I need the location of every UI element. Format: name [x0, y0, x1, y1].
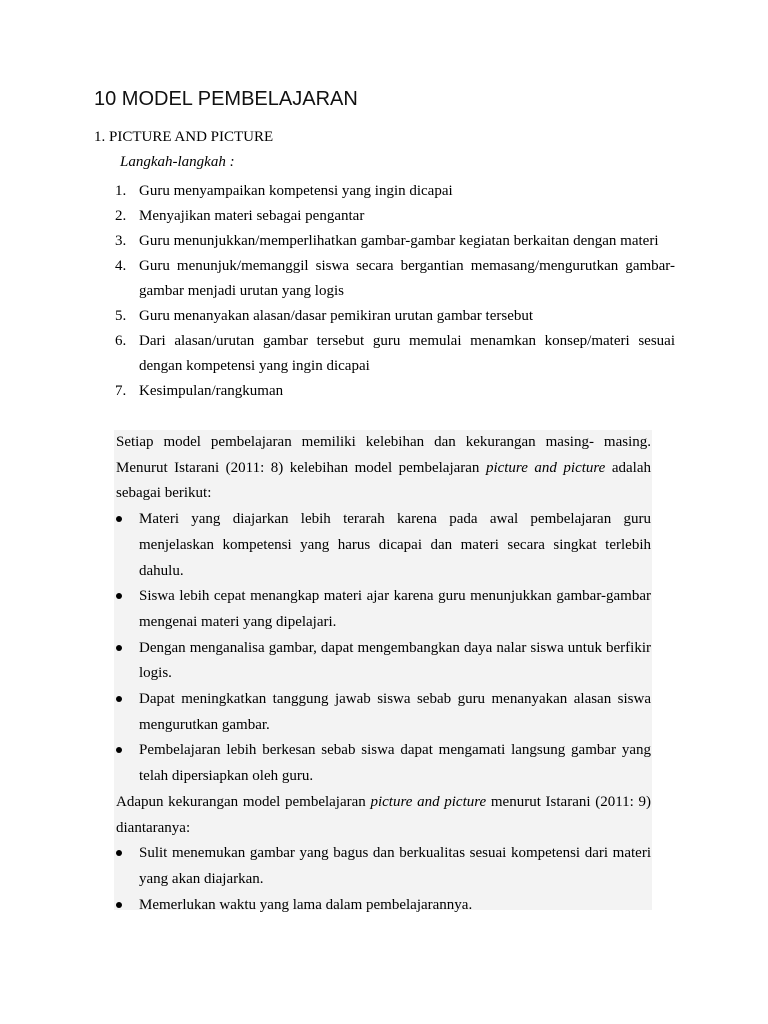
step-item [115, 204, 675, 229]
advantages-list [116, 507, 651, 790]
step-item [115, 179, 675, 204]
step-item [115, 229, 675, 254]
page-title: 10 MODEL PEMBELAJARAN [94, 88, 358, 110]
advantage-item [116, 636, 651, 687]
step-number: 3. [115, 233, 127, 249]
step-number: 4. [115, 258, 127, 274]
advantage-text: Materi yang diajarkan lebih terarah karena pada awal pembelajaran guru menjelaskan kompetensi yang harus dicapai dan materi secara singkat terlebih dahulu. [139, 511, 651, 579]
steps-label: Langkah-langkah : [120, 154, 235, 170]
advantage-item [116, 584, 651, 635]
step-item [115, 254, 675, 304]
bullet-icon [116, 516, 122, 522]
advantage-text: Siswa lebih cepat menangkap materi ajar karena guru menunjukkan gambar-gambar mengenai materi yang dipelajari. [139, 588, 651, 630]
weak-text-end: menurut Istarani (2011: 9) diantaranya: [116, 793, 651, 836]
bullet-icon [116, 645, 122, 651]
advantage-text: Dengan menganalisa gambar, dapat mengembangkan daya nalar siswa untuk berfikir logis. [139, 639, 651, 682]
weak-text: Adapun kekurangan model pembelajaran [116, 793, 371, 810]
step-number: 7. [115, 383, 127, 399]
step-item [115, 304, 675, 329]
bullet-icon [116, 850, 122, 856]
step-number: 1. [115, 183, 127, 199]
model-name-emphasis: picture and picture [370, 793, 487, 810]
bullet-icon [116, 696, 122, 702]
disadvantage-text: Sulit menemukan gambar yang bagus dan berkualitas sesuai kompetensi dari materi yang akan diajarkan. [139, 845, 651, 887]
disadvantages-list [116, 841, 651, 918]
bullet-icon [116, 593, 122, 599]
bullet-icon [116, 902, 122, 908]
step-text: Menyajikan materi sebagai pengantar [139, 208, 365, 224]
disadvantage-text: Memerlukan waktu yang lama dalam pembelajarannya. [139, 896, 473, 913]
step-text: Guru menunjuk/memanggil siswa secara bergantian memasang/mengurutkan gambar-gambar menjadi urutan yang logis [139, 258, 675, 299]
advantages-section [116, 430, 651, 918]
step-text: Guru menunjukkan/memperlihatkan gambar-gambar kegiatan berkaitan dengan materi [139, 233, 659, 249]
intro-text: Setiap model pembelajaran memiliki kelebihan dan kekurangan masing- masing. Menurut Istarani (2011: 8) kelebihan model pembelajaran [116, 434, 651, 476]
step-text: Kesimpulan/rangkuman [139, 383, 284, 399]
step-item [115, 379, 675, 404]
step-number: 2. [115, 208, 127, 224]
step-number: 5. [115, 308, 127, 324]
step-item [115, 329, 675, 379]
bullet-icon [116, 747, 122, 753]
step-number: 6. [115, 333, 127, 349]
step-text: Guru menyampaikan kompetensi yang ingin dicapai [139, 183, 453, 199]
advantage-item [116, 687, 651, 738]
disadvantages-intro [116, 790, 651, 841]
step-text: Guru menanyakan alasan/dasar pemikiran urutan gambar tersebut [139, 308, 534, 324]
model-name-emphasis: picture and picture [485, 459, 606, 476]
disadvantage-item [116, 893, 651, 919]
advantage-item [116, 738, 651, 789]
steps-list [115, 179, 675, 404]
advantage-text: Dapat meningkatkan tanggung jawab siswa sebab guru menanyakan alasan siswa mengurutkan gambar. [139, 691, 651, 733]
advantage-item [116, 507, 651, 584]
intro-paragraph [116, 430, 651, 507]
advantage-text: Pembelajaran lebih berkesan sebab siswa dapat mengamati langsung gambar yang telah dipersiapkan oleh guru. [139, 742, 651, 785]
step-text: Dari alasan/urutan gambar tersebut guru memulai menamkan konsep/materi sesuai dengan kompetensi yang ingin dicapai [139, 333, 675, 374]
disadvantage-item [116, 841, 651, 892]
section-heading: 1. PICTURE AND PICTURE [94, 129, 274, 145]
intro-text-end: adalah sebagai berikut: [116, 459, 651, 502]
